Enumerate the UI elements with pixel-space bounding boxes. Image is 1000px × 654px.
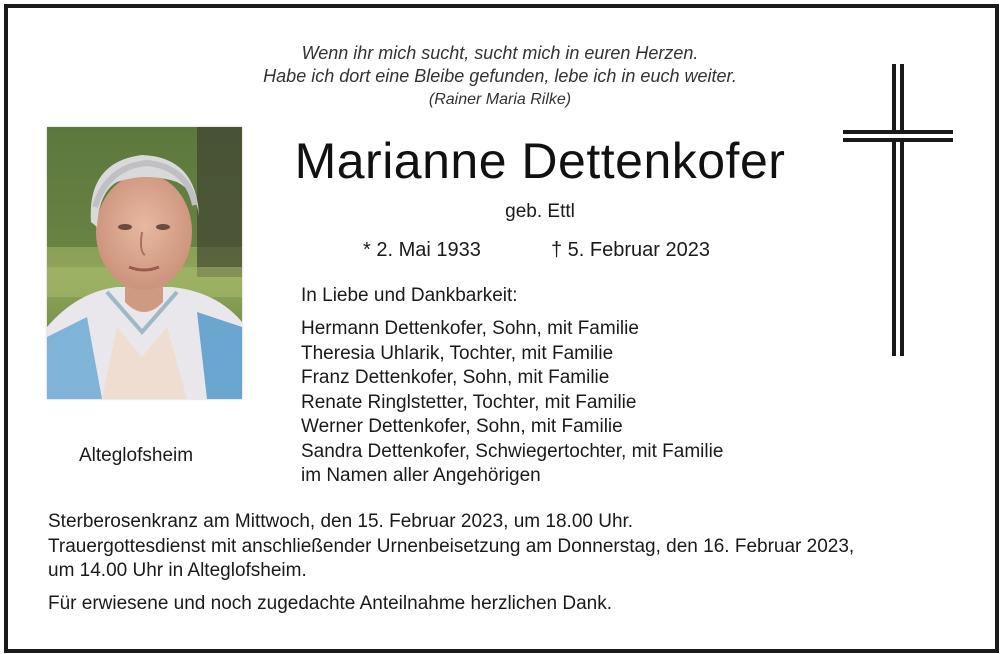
list-item: Renate Ringlstetter, Tochter, mit Familie bbox=[301, 391, 637, 413]
birth-date: * 2. Mai 1933 bbox=[363, 239, 481, 261]
mourners-intro: In Liebe und Dankbarkeit: bbox=[301, 285, 518, 306]
portrait-photo bbox=[47, 127, 242, 399]
list-item: Werner Dettenkofer, Sohn, mit Familie bbox=[301, 416, 623, 437]
list-item: Franz Dettenkofer, Sohn, mit Familie bbox=[301, 367, 610, 388]
rosary-text: Sterberosenkranz am Mittwoch, den 15. Februar 2023, um 18.00 Uhr. bbox=[48, 511, 634, 532]
death-date: † 5. Februar 2023 bbox=[551, 239, 710, 261]
service-text-line-2: um 14.00 Uhr in Alteglofsheim. bbox=[48, 560, 307, 581]
list-item: Sandra Dettenkofer, Schwiegertochter, mit Familie bbox=[301, 440, 724, 462]
cross-icon bbox=[843, 64, 953, 356]
thanks-text: Für erwiesene und noch zugedachte Anteilnahme herzlichen Dank. bbox=[48, 592, 613, 614]
list-item: Theresia Uhlarik, Tochter, mit Familie bbox=[301, 342, 614, 364]
list-item: im Namen aller Angehörigen bbox=[301, 465, 541, 486]
service-text-line-1: Trauergottesdienst mit anschließender Urnenbeisetzung am Donnerstag, den 16. Februar 2023, bbox=[48, 535, 855, 557]
quote-author: (Rainer Maria Rilke) bbox=[428, 91, 572, 108]
funeral-info bbox=[48, 510, 978, 616]
quote-line-2: Habe ich dort eine Bleibe gefunden, lebe ich in euch weiter. bbox=[263, 66, 737, 86]
list-item: Hermann Dettenkofer, Sohn, mit Familie bbox=[301, 318, 639, 339]
mourners-list bbox=[301, 317, 723, 489]
quote-line-1: Wenn ihr mich sucht, sucht mich in euren Herzen. bbox=[301, 43, 699, 63]
deceased-name: Marianne Dettenkofer bbox=[294, 133, 786, 189]
maiden-name: geb. Ettl bbox=[505, 201, 575, 222]
place-label: Alteglofsheim bbox=[79, 445, 194, 466]
